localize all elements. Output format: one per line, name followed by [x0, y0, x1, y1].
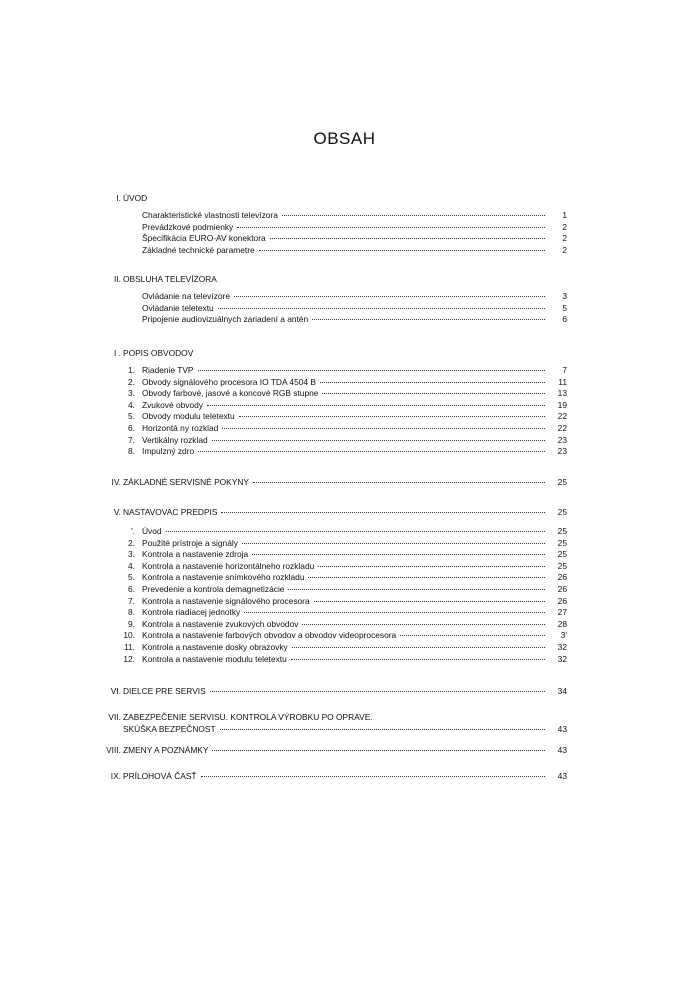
dot-leader — [320, 374, 545, 383]
page-number: 43 — [557, 745, 567, 755]
dot-leader — [220, 721, 545, 730]
item-number: 11. — [123, 642, 135, 652]
section-heading: POPIS OBVODOV — [123, 348, 194, 358]
page-number: 2 — [562, 222, 567, 232]
item-number: 3. — [128, 549, 135, 559]
section-number: I. — [116, 193, 121, 203]
entry-title: Impulzný zdro — [142, 446, 195, 456]
page-number: 32 — [557, 654, 567, 664]
page-number: 25 — [557, 549, 567, 559]
dot-leader — [400, 627, 545, 636]
dot-leader — [312, 311, 545, 320]
dot-leader — [207, 397, 545, 406]
entry-title: Obvody modulu teletextu — [142, 411, 235, 421]
section-heading-row[interactable] — [123, 685, 567, 697]
page-title: OBSAH — [313, 129, 376, 148]
entry-title: Kontrola a nastavenie snímkového rozkladu — [142, 572, 305, 582]
entry-title: Charakteristické vlastnosti televízora — [142, 210, 278, 220]
dot-leader — [212, 432, 545, 441]
entry-title: Horizontá ny rozklad — [142, 423, 219, 433]
page-number: 3' — [560, 630, 567, 640]
dot-leader — [237, 219, 545, 228]
dot-leader — [218, 300, 545, 309]
item-number: 9. — [128, 619, 135, 629]
section-number: II. — [114, 274, 121, 284]
entry-title: Kontrola a nastavenie signálového procesora — [142, 596, 310, 606]
page-number: 43 — [557, 771, 567, 781]
item-number: 7. — [128, 435, 135, 445]
section-heading-continued: SKÚŠKA BEZPEČNOST — [123, 724, 216, 734]
section-heading: PRÍLOHOVÁ ČASŤ — [123, 771, 197, 781]
entry-title: Kontrola riadiacej jednotky — [142, 607, 241, 617]
section-heading: ZABEZPEČENIE SERVISU. KONTROLA VÝROBKU PO OPRAVE. — [123, 712, 373, 722]
item-number: 6. — [128, 584, 135, 594]
section-heading: ZÁKLADNÉ SERVISNÉ POKYNY — [123, 477, 249, 487]
toc-entry[interactable] — [142, 653, 567, 665]
section-heading-row[interactable] — [123, 744, 567, 756]
page-number: 23 — [557, 435, 567, 445]
item-number: '. — [131, 526, 135, 536]
dot-leader — [242, 535, 545, 544]
dot-leader — [198, 443, 545, 452]
item-number: 6. — [128, 423, 135, 433]
toc-entry[interactable] — [142, 313, 567, 325]
section-heading-row[interactable] — [123, 347, 567, 359]
page-number: 23 — [557, 446, 567, 456]
page-number: 3 — [562, 291, 567, 301]
entry-title: Úvod — [142, 526, 162, 536]
page-number: 32 — [557, 642, 567, 652]
page-number: 25 — [557, 507, 567, 517]
dot-leader — [302, 616, 545, 625]
entry-title: Základné technické parametre — [142, 245, 255, 255]
entry-title: Kontrola a nastavenie farbových obvodov a obvodov videoprocesora — [142, 630, 397, 640]
dot-leader — [253, 474, 545, 483]
page-number: 2 — [562, 233, 567, 243]
entry-title: Kontrola a nastavenie zdroja — [142, 549, 249, 559]
entry-title: Kontrola a nastavenie dosky obrazovky — [142, 642, 288, 652]
entry-title: Kontrola a nastavenie modulu teletextu — [142, 654, 287, 664]
section-number: I . — [114, 348, 121, 358]
section-heading-row[interactable] — [123, 476, 567, 488]
dot-leader — [244, 604, 545, 613]
dot-leader — [322, 385, 545, 394]
page-number: 34 — [557, 686, 567, 696]
item-number: 12. — [123, 654, 135, 664]
item-number: 3. — [128, 388, 135, 398]
dot-leader — [318, 558, 545, 567]
dot-leader — [270, 230, 545, 239]
dot-leader — [239, 408, 545, 417]
dot-leader — [222, 420, 545, 429]
page-number: 27 — [557, 607, 567, 617]
page-number: 11 — [558, 377, 567, 387]
entry-title: Riadenie TVP — [142, 365, 194, 375]
dot-leader — [201, 768, 545, 777]
item-number: 8. — [128, 446, 135, 456]
section-number: VIII. — [106, 745, 121, 755]
dot-leader — [210, 683, 545, 692]
item-number: 5. — [128, 411, 135, 421]
section-number: IX. — [110, 771, 121, 781]
page-number: 22 — [557, 411, 567, 421]
page-number: 1 — [562, 210, 567, 220]
dot-leader — [291, 651, 545, 660]
entry-title: Prevádzkové podmienky — [142, 222, 234, 232]
section-number: VII. — [108, 712, 121, 722]
item-number: 5. — [128, 572, 135, 582]
entry-title: Použité prístroje a signály — [142, 538, 238, 548]
entry-title: Pripojenie audiovizuálnych zariadení a antén — [142, 314, 309, 324]
entry-title: Zvukové obvody — [142, 400, 203, 410]
dot-leader — [221, 504, 545, 513]
entry-title: Obvody farbové, jasové a koncové RGB stupne — [142, 388, 319, 398]
entry-title: Špecifikácia EURO-AV konektora — [142, 233, 266, 243]
section-heading: DIELCE PRE SERVIS — [123, 686, 206, 696]
section-heading: OBSLUHA TELEVÍZORA — [123, 274, 217, 284]
item-number: 1. — [128, 365, 135, 375]
entry-title: Ovládanie teletextu — [142, 303, 214, 313]
section-heading-row[interactable] — [123, 506, 567, 518]
dot-leader — [198, 362, 545, 371]
section-number: V. — [113, 507, 121, 517]
dot-leader — [166, 523, 545, 532]
page-number: 25 — [557, 561, 567, 571]
toc-entry[interactable] — [142, 445, 567, 457]
item-number: 2. — [128, 538, 135, 548]
entry-title: Prevedenie a kontrola demagnetizácie — [142, 584, 285, 594]
item-number: 7. — [128, 596, 135, 606]
dot-leader — [308, 569, 545, 578]
entry-title: Kontrola a nastavenie horizontálneho rozkladu — [142, 561, 315, 571]
page-number: 43 — [557, 724, 567, 734]
page-number: 7 — [562, 365, 567, 375]
toc-entry[interactable] — [142, 244, 567, 256]
page-number: 26 — [557, 596, 567, 606]
dot-leader — [288, 581, 545, 590]
dot-leader — [234, 288, 545, 297]
page-number: 26 — [557, 584, 567, 594]
dot-leader — [212, 742, 545, 751]
page-number: 5 — [562, 303, 567, 313]
dot-leader — [292, 639, 545, 648]
entry-title: Vertikálny rozklad — [142, 435, 208, 445]
page-number: 2 — [562, 245, 567, 255]
page-number: 25 — [557, 538, 567, 548]
dot-leader — [282, 207, 545, 216]
section-heading-row[interactable] — [123, 770, 567, 782]
section-heading-row[interactable] — [123, 723, 567, 735]
section-heading: ZMENY A POZNÁMKY — [123, 745, 209, 755]
item-number: 4. — [128, 561, 135, 571]
section-heading-row[interactable] — [123, 192, 567, 204]
page-number: 13 — [557, 388, 567, 398]
page-number: 25 — [557, 526, 567, 536]
section-heading: NASTAVOVAC PREDPIS — [123, 507, 218, 517]
section-heading: ÚVOD — [123, 193, 148, 203]
page-number: 19 — [557, 400, 567, 410]
entry-title: Obvody signálového procesora IO TDA 4504 B — [142, 377, 316, 387]
page-number: 28 — [557, 619, 567, 629]
dot-leader — [259, 242, 545, 251]
page-number: 25 — [557, 477, 567, 487]
page-number: 6 — [562, 314, 567, 324]
section-heading-row[interactable] — [123, 273, 567, 285]
section-number: IV. — [111, 477, 121, 487]
item-number: 2. — [128, 377, 135, 387]
item-number: 8. — [128, 607, 135, 617]
item-number: 4. — [128, 400, 135, 410]
dot-leader — [314, 593, 545, 602]
dot-leader — [252, 546, 545, 555]
entry-title: Kontrola a nastavenie zvukových obvodov — [142, 619, 299, 629]
page-number: 22 — [557, 423, 567, 433]
item-number: 10. — [123, 630, 135, 640]
page-number: 26 — [557, 572, 567, 582]
section-number: VI. — [110, 686, 121, 696]
entry-title: Ovládanie na televízore — [142, 291, 230, 301]
